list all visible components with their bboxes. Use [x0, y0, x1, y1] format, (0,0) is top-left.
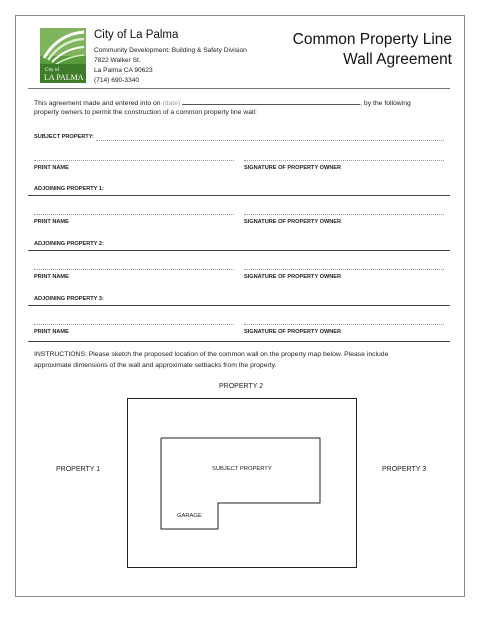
subject-signature-label: SIGNATURE OF PROPERTY OWNER	[244, 165, 342, 171]
intro-line-2: property owners to permit the construction of a common property line wall:	[34, 109, 257, 116]
title-line-2: Wall Agreement	[343, 51, 452, 68]
adjoining-2-print-name-label: PRINT NAME	[34, 274, 69, 280]
phone-number: (714) 690-3340	[94, 77, 140, 84]
intro-before: This agreement made and entered into on	[34, 100, 161, 107]
intro-after: , by the following	[360, 100, 411, 107]
subject-property-label: SUBJECT PROPERTY	[212, 466, 272, 472]
subject-print-name-label: PRINT NAME	[34, 165, 69, 171]
adjoining-1-print-name-label: PRINT NAME	[34, 219, 69, 225]
instructions-line-2: approximate dimensions of the wall and approximate setbacks from the property.	[34, 362, 277, 369]
adjoining-2-heading: ADJOINING PROPERTY 2:	[34, 241, 104, 247]
adjoining-3-heading: ADJOINING PROPERTY 3:	[34, 296, 104, 302]
garage-label: GARAGE	[177, 513, 202, 519]
street-address: 7822 Walker St.	[94, 57, 141, 64]
adjoining-3-signature-label: SIGNATURE OF PROPERTY OWNER	[244, 329, 342, 335]
property-2-label: PROPERTY 2	[219, 383, 264, 390]
adjoining-1-signature-label: SIGNATURE OF PROPERTY OWNER	[244, 219, 342, 225]
adjoining-3-print-name-label: PRINT NAME	[34, 329, 69, 335]
logo-big-text: LA PALMA	[44, 73, 84, 82]
department: Community Development: Building & Safety Division	[94, 47, 247, 54]
property-3-label: PROPERTY 3	[382, 466, 427, 473]
title-line-1: Common Property Line	[292, 31, 452, 48]
date-hint: (date)	[162, 100, 181, 107]
adjoining-1-heading: ADJOINING PROPERTY 1:	[34, 186, 104, 192]
instructions-line-1: INSTRUCTIONS: Please sketch the proposed location of the common wall on the property map below. Please include	[34, 351, 389, 358]
adjoining-2-signature-label: SIGNATURE OF PROPERTY OWNER	[244, 274, 342, 280]
city-address: La Palma CA 90623	[94, 67, 153, 74]
property-1-label: PROPERTY 1	[56, 466, 101, 473]
org-name: City of La Palma	[94, 29, 179, 41]
logo-small-text: City of	[45, 68, 60, 73]
subject-property-heading: SUBJECT PROPERTY:	[34, 134, 94, 140]
